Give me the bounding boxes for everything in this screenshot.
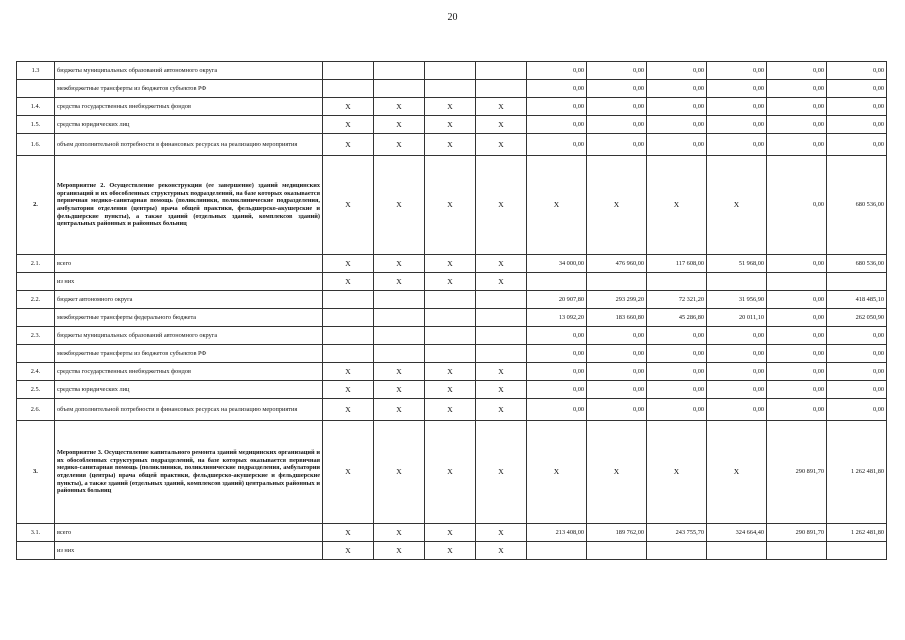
mark-cell: X bbox=[425, 98, 476, 116]
table-row bbox=[17, 116, 887, 134]
value-cell: 0,00 bbox=[587, 62, 647, 80]
value-cell: 0,00 bbox=[827, 399, 887, 421]
value-cell: 34 000,00 bbox=[527, 255, 587, 273]
value-cell bbox=[767, 273, 827, 291]
mark-cell bbox=[476, 327, 527, 345]
value-cell: 0,00 bbox=[827, 62, 887, 80]
mark-cell: X bbox=[476, 381, 527, 399]
value-cell: 0,00 bbox=[827, 116, 887, 134]
mark-cell: X bbox=[374, 98, 425, 116]
mark-cell: X bbox=[476, 524, 527, 542]
value-cell bbox=[587, 273, 647, 291]
value-cell: 0,00 bbox=[827, 381, 887, 399]
value-cell: X bbox=[527, 421, 587, 524]
row-description: средства юридических лиц bbox=[55, 116, 323, 134]
value-cell: 0,00 bbox=[767, 345, 827, 363]
row-number: 2.3. bbox=[17, 327, 55, 345]
table-row bbox=[17, 381, 887, 399]
value-cell: 189 762,00 bbox=[587, 524, 647, 542]
value-cell: 0,00 bbox=[587, 327, 647, 345]
value-cell: 213 408,00 bbox=[527, 524, 587, 542]
row-description: средства юридических лиц bbox=[55, 381, 323, 399]
mark-cell: X bbox=[323, 134, 374, 156]
row-description: межбюджетные трансферты из бюджетов субъектов РФ bbox=[55, 80, 323, 98]
value-cell: 476 960,00 bbox=[587, 255, 647, 273]
row-number: 1.5. bbox=[17, 116, 55, 134]
value-cell bbox=[827, 273, 887, 291]
mark-cell: X bbox=[425, 134, 476, 156]
value-cell: 0,00 bbox=[827, 80, 887, 98]
mark-cell: X bbox=[323, 399, 374, 421]
mark-cell: X bbox=[476, 542, 527, 560]
value-cell: 0,00 bbox=[767, 327, 827, 345]
table-row bbox=[17, 134, 887, 156]
row-number: 2.1. bbox=[17, 255, 55, 273]
row-number bbox=[17, 309, 55, 327]
value-cell bbox=[707, 542, 767, 560]
value-cell: 0,00 bbox=[707, 80, 767, 98]
value-cell: 0,00 bbox=[767, 80, 827, 98]
mark-cell: X bbox=[425, 116, 476, 134]
mark-cell: X bbox=[476, 255, 527, 273]
mark-cell: X bbox=[476, 363, 527, 381]
value-cell: 0,00 bbox=[647, 98, 707, 116]
row-number: 2.4. bbox=[17, 363, 55, 381]
mark-cell bbox=[476, 62, 527, 80]
value-cell: 0,00 bbox=[707, 116, 767, 134]
value-cell: 680 536,00 bbox=[827, 255, 887, 273]
value-cell: 0,00 bbox=[647, 116, 707, 134]
value-cell: 0,00 bbox=[707, 327, 767, 345]
mark-cell: X bbox=[425, 381, 476, 399]
mark-cell: X bbox=[374, 363, 425, 381]
mark-cell: X bbox=[425, 542, 476, 560]
row-number: 1.3 bbox=[17, 62, 55, 80]
value-cell: 0,00 bbox=[827, 345, 887, 363]
mark-cell: X bbox=[374, 273, 425, 291]
mark-cell bbox=[323, 80, 374, 98]
row-number: 2.2. bbox=[17, 291, 55, 309]
value-cell: 0,00 bbox=[767, 309, 827, 327]
row-number: 3.1. bbox=[17, 524, 55, 542]
value-cell: 0,00 bbox=[527, 399, 587, 421]
value-cell: 0,00 bbox=[647, 363, 707, 381]
value-cell bbox=[647, 273, 707, 291]
row-number: 1.4. bbox=[17, 98, 55, 116]
value-cell: 0,00 bbox=[527, 80, 587, 98]
value-cell: 0,00 bbox=[527, 381, 587, 399]
mark-cell bbox=[323, 327, 374, 345]
mark-cell bbox=[323, 291, 374, 309]
value-cell: 0,00 bbox=[767, 399, 827, 421]
mark-cell bbox=[425, 62, 476, 80]
mark-cell bbox=[374, 80, 425, 98]
mark-cell bbox=[476, 309, 527, 327]
mark-cell bbox=[374, 309, 425, 327]
mark-cell: X bbox=[323, 98, 374, 116]
value-cell: 117 608,00 bbox=[647, 255, 707, 273]
row-number: 3. bbox=[17, 421, 55, 524]
table-row bbox=[17, 524, 887, 542]
value-cell: 13 092,20 bbox=[527, 309, 587, 327]
table-row bbox=[17, 156, 887, 255]
value-cell: 0,00 bbox=[767, 116, 827, 134]
value-cell: 0,00 bbox=[827, 134, 887, 156]
mark-cell bbox=[476, 80, 527, 98]
row-description: из них bbox=[55, 542, 323, 560]
mark-cell bbox=[323, 345, 374, 363]
mark-cell: X bbox=[323, 273, 374, 291]
row-description: объем дополнительной потребности в финансовых ресурсах на реализацию мероприятия bbox=[55, 399, 323, 421]
table-row bbox=[17, 327, 887, 345]
row-description: всего bbox=[55, 524, 323, 542]
value-cell: 0,00 bbox=[647, 80, 707, 98]
table-row bbox=[17, 399, 887, 421]
row-description: объем дополнительной потребности в финансовых ресурсах на реализацию мероприятия bbox=[55, 134, 323, 156]
table-row bbox=[17, 309, 887, 327]
row-description: Мероприятие 3. Осуществление капитального ремонта зданий медицинских организаций и их обособленных структурных подразделений, на базе которых оказывается первичная медико-санитарная помощь (поликлиники, поликлинические подразделения, амбулатории отделения (центры) врача общей практики, фельдшерско-акушерские и фельдшерские пункты), а также зданий (отдельных зданий, комплексов зданий) центральных районных и районных больниц bbox=[55, 421, 323, 524]
table-row bbox=[17, 345, 887, 363]
value-cell: 0,00 bbox=[767, 363, 827, 381]
value-cell: 31 956,90 bbox=[707, 291, 767, 309]
row-description: бюджеты муниципальных образований автономного округа bbox=[55, 62, 323, 80]
mark-cell bbox=[476, 345, 527, 363]
row-number: 2. bbox=[17, 156, 55, 255]
mark-cell: X bbox=[374, 542, 425, 560]
mark-cell bbox=[425, 345, 476, 363]
mark-cell: X bbox=[323, 255, 374, 273]
value-cell: 0,00 bbox=[587, 363, 647, 381]
value-cell: 243 755,70 bbox=[647, 524, 707, 542]
value-cell: 0,00 bbox=[527, 345, 587, 363]
mark-cell: X bbox=[425, 156, 476, 255]
value-cell: X bbox=[647, 421, 707, 524]
mark-cell: X bbox=[476, 421, 527, 524]
value-cell: 0,00 bbox=[707, 134, 767, 156]
value-cell: X bbox=[647, 156, 707, 255]
table-row bbox=[17, 421, 887, 524]
value-cell: 680 536,00 bbox=[827, 156, 887, 255]
value-cell: 0,00 bbox=[767, 381, 827, 399]
value-cell: 0,00 bbox=[707, 363, 767, 381]
value-cell: X bbox=[527, 156, 587, 255]
value-cell: 45 286,80 bbox=[647, 309, 707, 327]
value-cell: 0,00 bbox=[767, 291, 827, 309]
value-cell: 418 485,10 bbox=[827, 291, 887, 309]
value-cell: 0,00 bbox=[527, 327, 587, 345]
mark-cell: X bbox=[476, 98, 527, 116]
value-cell: 0,00 bbox=[527, 363, 587, 381]
table-body bbox=[17, 62, 887, 560]
mark-cell: X bbox=[425, 399, 476, 421]
value-cell: 0,00 bbox=[827, 327, 887, 345]
value-cell: 0,00 bbox=[647, 381, 707, 399]
value-cell: 0,00 bbox=[707, 345, 767, 363]
value-cell: 20 907,80 bbox=[527, 291, 587, 309]
row-description: бюджеты муниципальных образований автономного округа bbox=[55, 327, 323, 345]
table-row bbox=[17, 62, 887, 80]
mark-cell: X bbox=[323, 363, 374, 381]
mark-cell bbox=[476, 291, 527, 309]
value-cell: 0,00 bbox=[767, 62, 827, 80]
row-number bbox=[17, 273, 55, 291]
row-description: всего bbox=[55, 255, 323, 273]
mark-cell bbox=[374, 327, 425, 345]
value-cell: 0,00 bbox=[767, 156, 827, 255]
row-number bbox=[17, 542, 55, 560]
value-cell bbox=[647, 542, 707, 560]
value-cell bbox=[587, 542, 647, 560]
value-cell: 0,00 bbox=[647, 327, 707, 345]
table-row bbox=[17, 255, 887, 273]
mark-cell bbox=[374, 291, 425, 309]
value-cell: 0,00 bbox=[527, 98, 587, 116]
mark-cell: X bbox=[374, 134, 425, 156]
mark-cell: X bbox=[323, 542, 374, 560]
mark-cell bbox=[374, 345, 425, 363]
mark-cell: X bbox=[476, 156, 527, 255]
mark-cell: X bbox=[323, 421, 374, 524]
value-cell: 0,00 bbox=[767, 98, 827, 116]
mark-cell: X bbox=[476, 399, 527, 421]
mark-cell: X bbox=[323, 156, 374, 255]
mark-cell: X bbox=[425, 524, 476, 542]
row-description: бюджет автономного округа bbox=[55, 291, 323, 309]
value-cell: 262 050,90 bbox=[827, 309, 887, 327]
table-row bbox=[17, 98, 887, 116]
mark-cell bbox=[323, 309, 374, 327]
value-cell bbox=[827, 542, 887, 560]
value-cell: 0,00 bbox=[587, 399, 647, 421]
mark-cell bbox=[323, 62, 374, 80]
value-cell: X bbox=[707, 156, 767, 255]
mark-cell: X bbox=[374, 421, 425, 524]
value-cell: 72 321,20 bbox=[647, 291, 707, 309]
value-cell: 0,00 bbox=[587, 381, 647, 399]
value-cell: 0,00 bbox=[707, 381, 767, 399]
table-row bbox=[17, 542, 887, 560]
page-number: 20 bbox=[447, 12, 458, 23]
mark-cell bbox=[374, 62, 425, 80]
value-cell: 0,00 bbox=[767, 134, 827, 156]
value-cell: 0,00 bbox=[587, 134, 647, 156]
mark-cell bbox=[425, 291, 476, 309]
row-number: 2.6. bbox=[17, 399, 55, 421]
value-cell: 0,00 bbox=[647, 134, 707, 156]
row-description: межбюджетные трансферты из бюджетов субъектов РФ bbox=[55, 345, 323, 363]
value-cell: 0,00 bbox=[647, 345, 707, 363]
value-cell: 0,00 bbox=[647, 62, 707, 80]
mark-cell: X bbox=[323, 116, 374, 134]
row-number bbox=[17, 345, 55, 363]
row-description: Мероприятие 2. Осуществление реконструкции (ее завершение) зданий медицинских организаций и их обособленных структурных подразделений, на базе которых оказывается первичная медико-санитарная помощь (поликлиники, поликлинические подразделения, амбулатории отделения (центры) врача общей практики, фельдшерско-акушерские и фельдшерские пункты), а также зданий (отдельных зданий, комплексов зданий) центральных районных и районных больниц bbox=[55, 156, 323, 255]
value-cell: 0,00 bbox=[587, 116, 647, 134]
mark-cell: X bbox=[374, 381, 425, 399]
mark-cell: X bbox=[374, 116, 425, 134]
value-cell: 1 262 481,80 bbox=[827, 421, 887, 524]
value-cell: 0,00 bbox=[587, 98, 647, 116]
mark-cell bbox=[425, 80, 476, 98]
value-cell: 1 262 481,80 bbox=[827, 524, 887, 542]
mark-cell: X bbox=[476, 273, 527, 291]
row-number: 2.5. bbox=[17, 381, 55, 399]
mark-cell bbox=[425, 327, 476, 345]
mark-cell: X bbox=[374, 524, 425, 542]
value-cell: 183 660,80 bbox=[587, 309, 647, 327]
mark-cell: X bbox=[374, 156, 425, 255]
value-cell bbox=[527, 542, 587, 560]
value-cell: 0,00 bbox=[707, 399, 767, 421]
value-cell: 0,00 bbox=[767, 255, 827, 273]
mark-cell: X bbox=[374, 255, 425, 273]
mark-cell: X bbox=[374, 399, 425, 421]
value-cell: 0,00 bbox=[527, 134, 587, 156]
value-cell: 290 891,70 bbox=[767, 421, 827, 524]
value-cell bbox=[707, 273, 767, 291]
value-cell: 293 299,20 bbox=[587, 291, 647, 309]
value-cell: 0,00 bbox=[587, 345, 647, 363]
value-cell: 0,00 bbox=[707, 98, 767, 116]
mark-cell: X bbox=[323, 524, 374, 542]
value-cell: 0,00 bbox=[707, 62, 767, 80]
row-number bbox=[17, 80, 55, 98]
row-description: средства государственных внебюджетных фондов bbox=[55, 363, 323, 381]
value-cell: 290 891,70 bbox=[767, 524, 827, 542]
mark-cell: X bbox=[425, 273, 476, 291]
value-cell: 0,00 bbox=[527, 62, 587, 80]
row-description: средства государственных внебюджетных фондов bbox=[55, 98, 323, 116]
table-row bbox=[17, 363, 887, 381]
mark-cell: X bbox=[476, 116, 527, 134]
value-cell bbox=[767, 542, 827, 560]
value-cell: X bbox=[587, 156, 647, 255]
mark-cell: X bbox=[425, 421, 476, 524]
mark-cell: X bbox=[323, 381, 374, 399]
row-description: межбюджетные трансферты федерального бюджета bbox=[55, 309, 323, 327]
value-cell bbox=[527, 273, 587, 291]
value-cell: X bbox=[707, 421, 767, 524]
value-cell: 0,00 bbox=[647, 399, 707, 421]
value-cell: 51 968,00 bbox=[707, 255, 767, 273]
row-description: из них bbox=[55, 273, 323, 291]
mark-cell: X bbox=[425, 363, 476, 381]
value-cell: 20 011,10 bbox=[707, 309, 767, 327]
row-number: 1.6. bbox=[17, 134, 55, 156]
table-row bbox=[17, 291, 887, 309]
value-cell: 0,00 bbox=[827, 363, 887, 381]
mark-cell bbox=[425, 309, 476, 327]
table-row bbox=[17, 80, 887, 98]
value-cell: 0,00 bbox=[587, 80, 647, 98]
value-cell: 324 664,40 bbox=[707, 524, 767, 542]
value-cell: 0,00 bbox=[527, 116, 587, 134]
mark-cell: X bbox=[476, 134, 527, 156]
value-cell: X bbox=[587, 421, 647, 524]
value-cell: 0,00 bbox=[827, 98, 887, 116]
mark-cell: X bbox=[425, 255, 476, 273]
table-row bbox=[17, 273, 887, 291]
financing-table bbox=[16, 61, 887, 560]
